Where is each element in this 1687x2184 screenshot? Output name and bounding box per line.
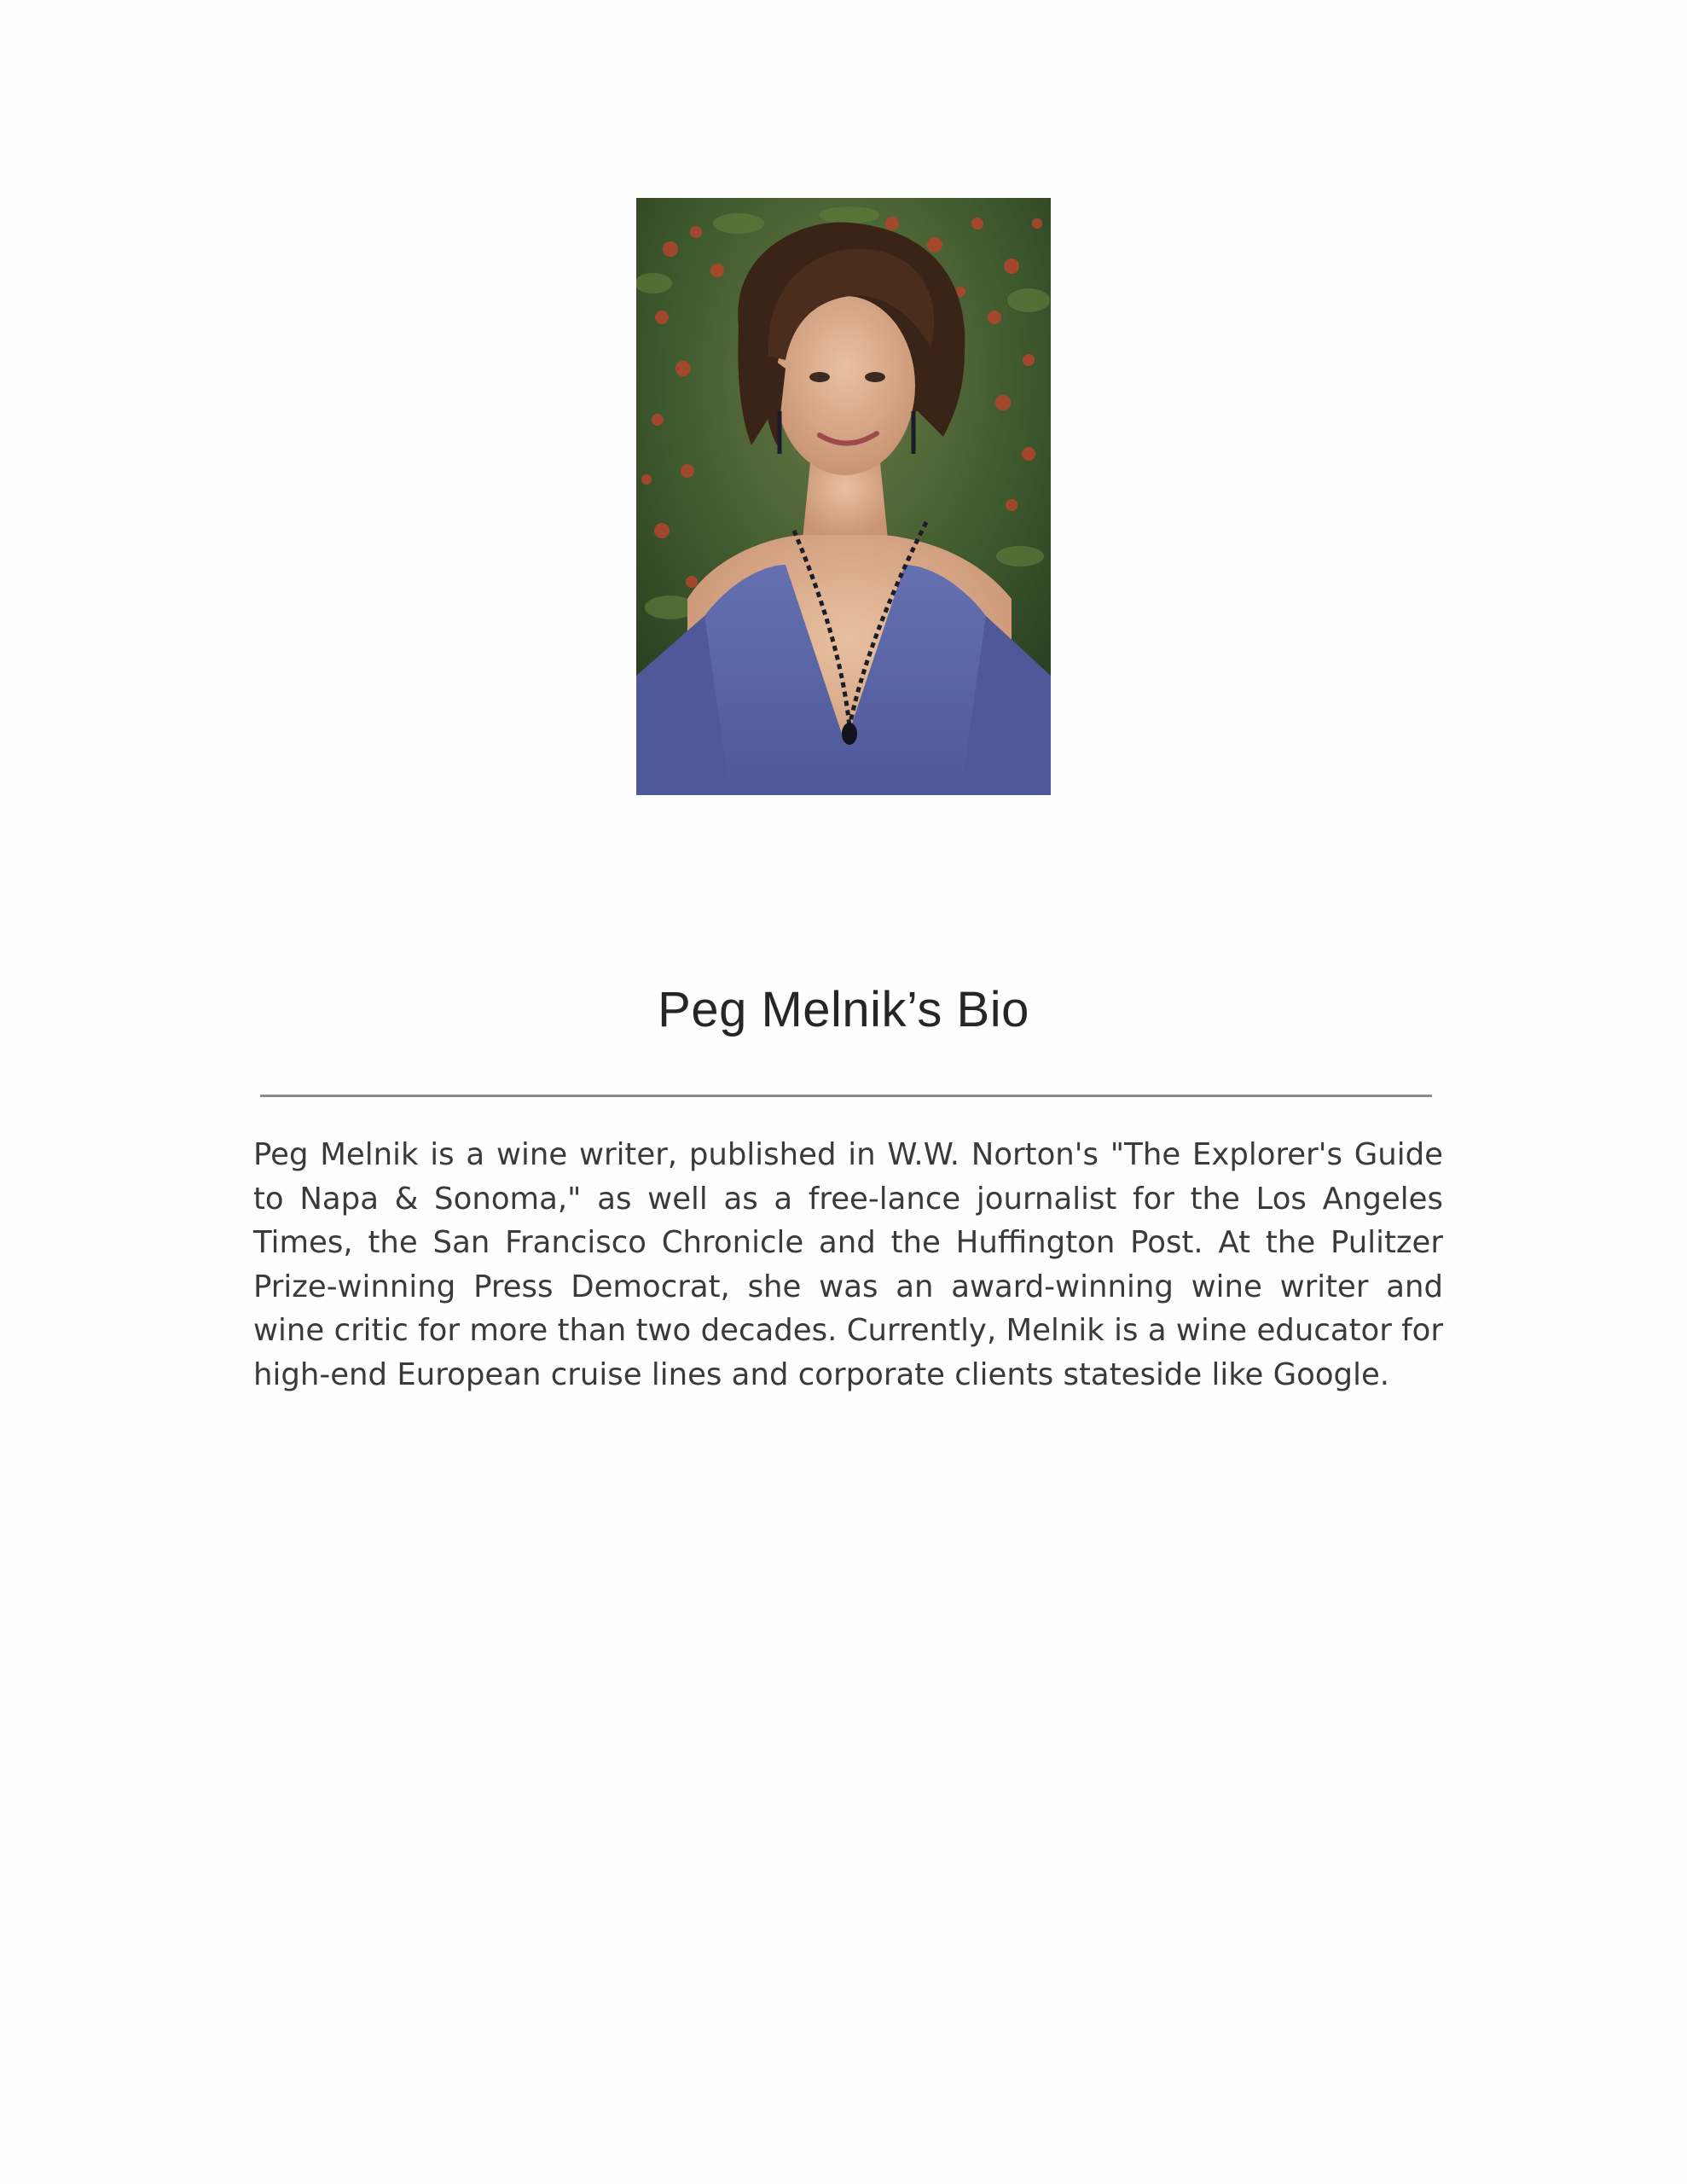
portrait-image (636, 198, 1051, 795)
page-title: Peg Melnik’s Bio (658, 982, 1029, 1037)
portrait-photo (636, 198, 1051, 795)
bio-paragraph: Peg Melnik is a wine writer, published in W.W. Norton's "The Explorer's Guide to Napa & Sonoma," as well as a free-lance journalist for the Los Angeles Times, the San Francisco Chronicle and the Huffington Post. At the Pulitzer Prize-winning Press Democrat, she was an award-winning wine writer and wine critic for more than two decades. Currently, Melnik is a wine educator for high-end European cruise lines and corporate clients stateside like Google. (253, 1137, 1443, 1392)
divider (260, 1095, 1432, 1097)
